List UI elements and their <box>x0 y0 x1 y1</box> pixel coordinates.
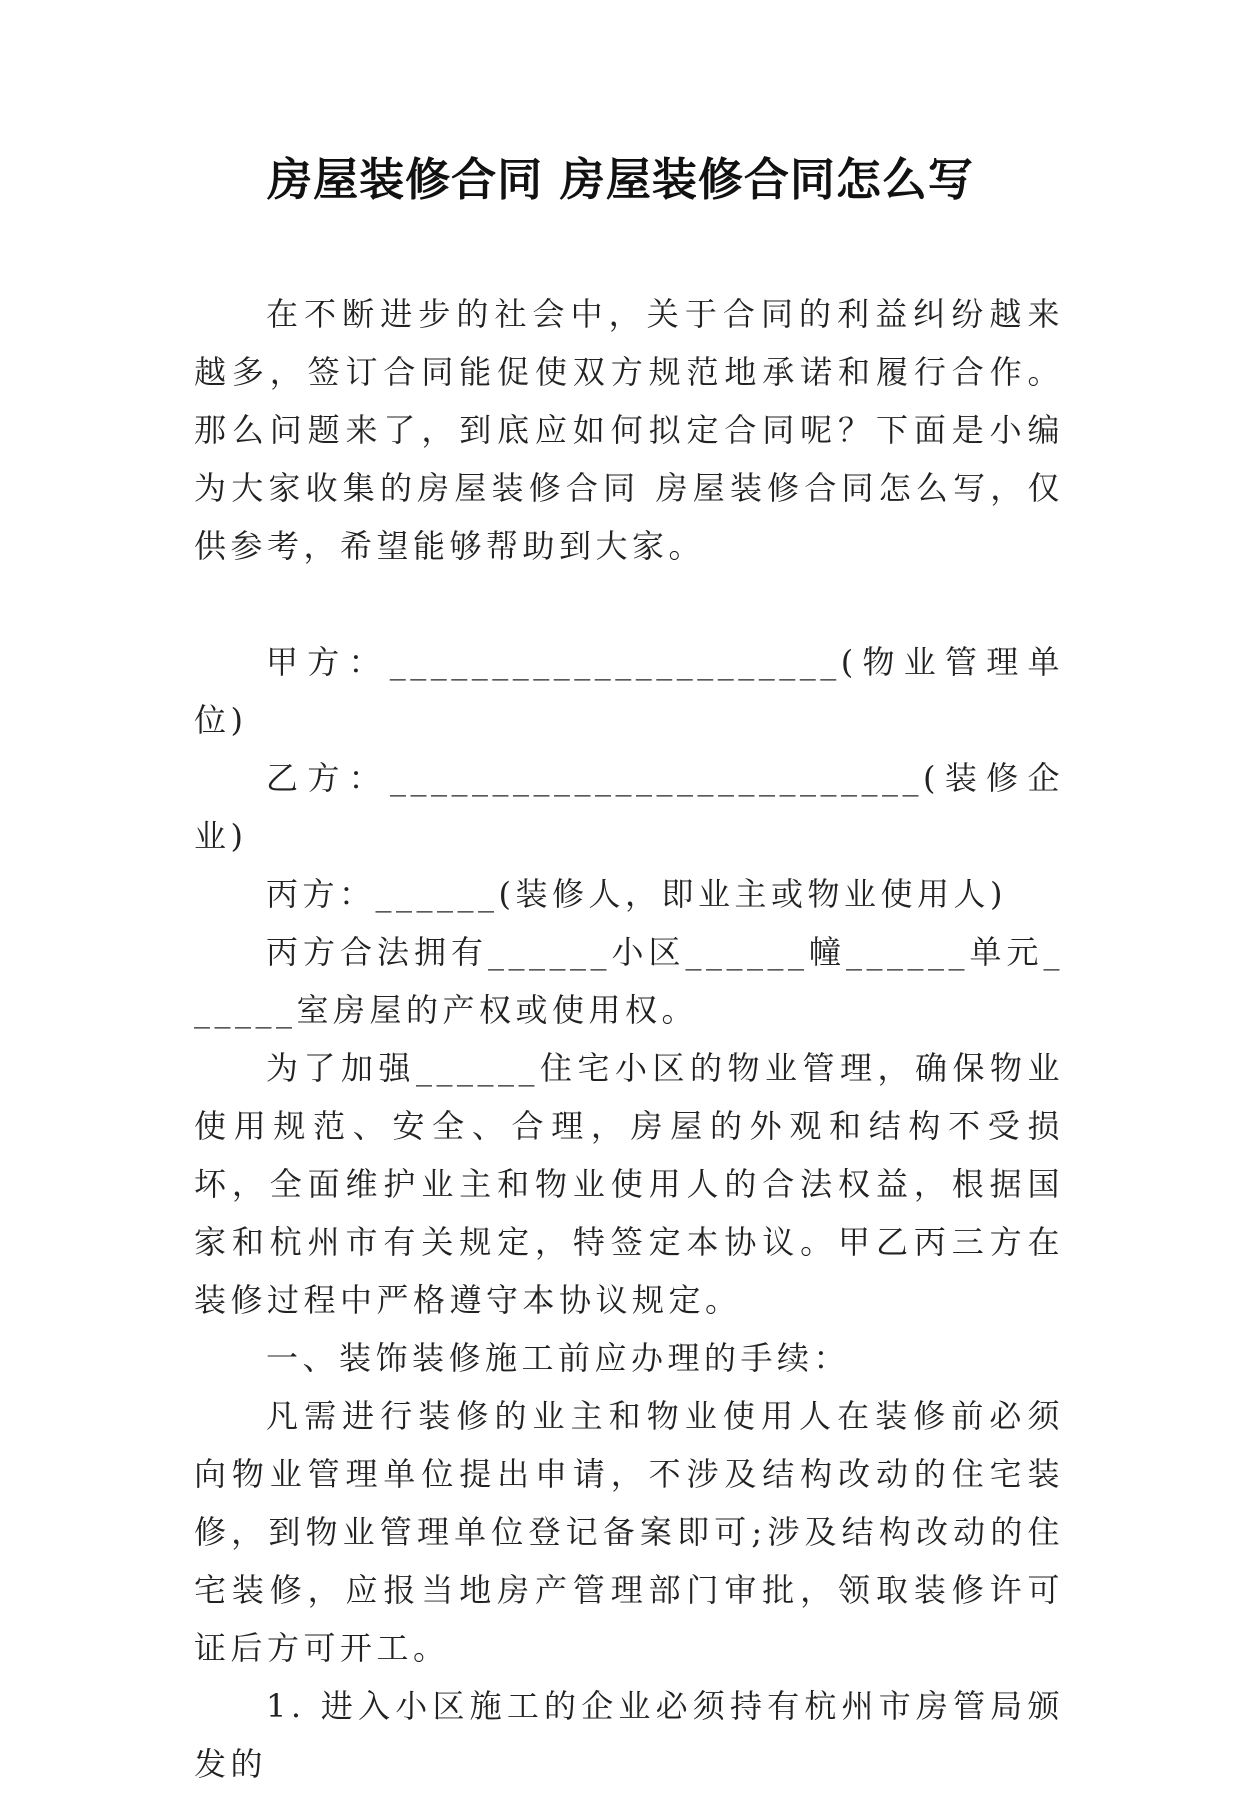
document-body <box>194 285 1064 1793</box>
intro-paragraph: 在不断进步的社会中，关于合同的利益纠纷越来越多，签订合同能促使双方规范地承诺和履行合作。那么问题来了，到底应如何拟定合同呢？下面是小编为大家收集的房屋装修合同 房屋装修合同怎么写，仅供参考，希望能够帮助到大家。 <box>194 295 1064 565</box>
ownership-paragraph: 丙方合法拥有______小区______幢______单元______室房屋的产权或使用权。 <box>194 933 1064 1029</box>
procedure-paragraph: 凡需进行装修的业主和物业使用人在装修前必须向物业管理单位提出申请，不涉及结构改动的住宅装修，到物业管理单位登记备案即可;涉及结构改动的住宅装修，应报当地房产管理部门审批，领取装修许可证后方可开工。 <box>194 1397 1064 1667</box>
list-item-1: 1. 进入小区施工的企业必须持有杭州市房管局颁发的 <box>194 1687 1064 1783</box>
party-a-line: 甲方：______________________(物业管理单位) <box>194 643 1064 739</box>
paragraph-spacer <box>194 575 1064 633</box>
section-heading-1: 一、装饰装修施工前应办理的手续： <box>266 1339 851 1377</box>
party-c-line: 丙方：______(装修人，即业主或物业使用人) <box>266 875 1007 913</box>
purpose-paragraph: 为了加强______住宅小区的物业管理，确保物业使用规范、安全、合理，房屋的外观和结构不受损坏，全面维护业主和物业使用人的合法权益，根据国家和杭州市有关规定，特签定本协议。甲乙丙三方在装修过程中严格遵守本协议规定。 <box>194 1049 1064 1319</box>
party-b-line: 乙方：__________________________(装修企业) <box>194 759 1064 855</box>
document-title: 房屋装修合同 房屋装修合同怎么写 <box>267 153 974 206</box>
